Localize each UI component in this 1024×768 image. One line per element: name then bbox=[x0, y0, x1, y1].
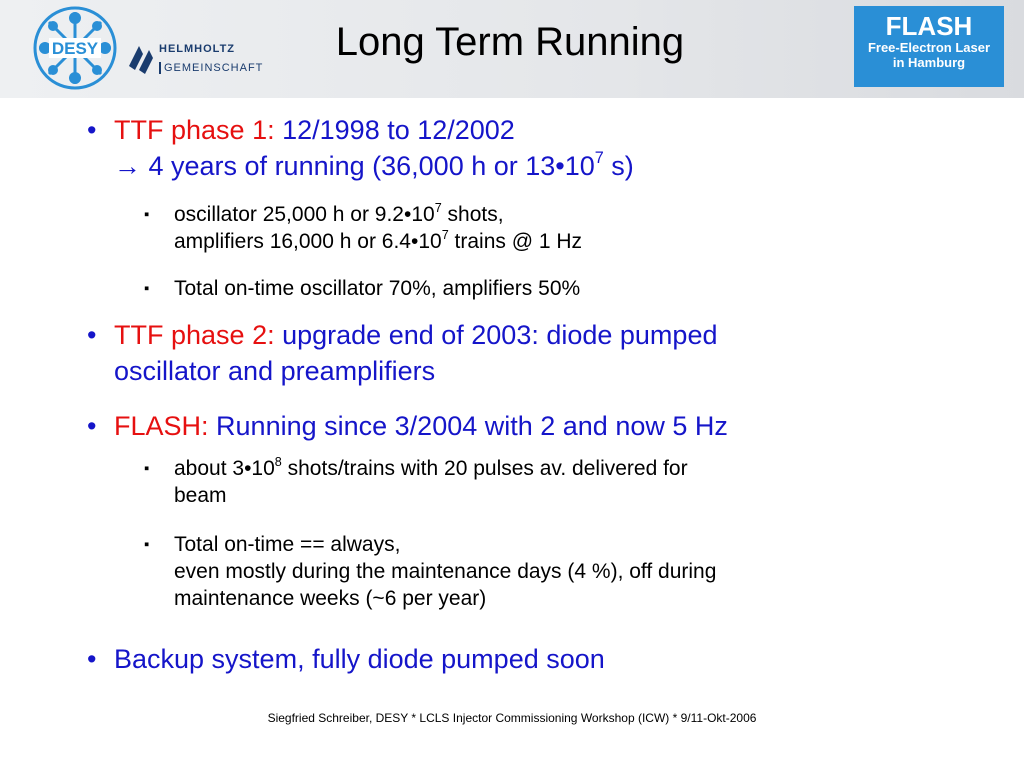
bullet-red-label-2: phase 1: bbox=[171, 115, 275, 145]
bullet-icon: • bbox=[87, 411, 97, 441]
helmholtz-logo bbox=[125, 40, 264, 86]
bullet-red-label-2: phase 2: bbox=[171, 320, 275, 350]
bullet-text: 12/1998 to 12/2002 bbox=[282, 115, 515, 145]
square-bullet-icon: ▪ bbox=[144, 460, 150, 477]
bullet-icon: • bbox=[87, 115, 97, 145]
sub-text-line2: amplifiers 16,000 h or 6.4•10 bbox=[174, 230, 442, 253]
sub-bullet-total-ontime bbox=[144, 531, 717, 612]
flash-subtitle-1: Free-Electron Laser bbox=[867, 40, 991, 55]
sub-text-end: shots/trains with 20 pulses av. delivered for bbox=[281, 457, 688, 480]
flash-title: FLASH bbox=[885, 11, 973, 41]
bullet-backup bbox=[87, 641, 605, 677]
sub-bullet-shots bbox=[144, 454, 688, 509]
helmholtz-line2: GEMEINSCHAFT bbox=[159, 62, 263, 74]
sub-text: about 3•10 bbox=[174, 457, 275, 480]
sub-bullet-oscillator bbox=[144, 200, 583, 255]
bullet-text-line2: → 4 years of running (36,000 h or 13•10 bbox=[114, 151, 595, 181]
sub-text: Total on-time oscillator 70%, amplifiers 50% bbox=[174, 277, 581, 300]
bullet-ttf-phase1 bbox=[87, 112, 634, 184]
bullet-red-label: TTF bbox=[114, 115, 164, 145]
bullet-red-label: FLASH: bbox=[114, 411, 209, 441]
sub-text-line2: even mostly during the maintenance days (4 %), off during bbox=[174, 560, 717, 583]
superscript: 7 bbox=[594, 149, 604, 168]
square-bullet-icon: ▪ bbox=[144, 536, 150, 553]
bullet-icon: • bbox=[87, 320, 97, 350]
page-title: Long Term Running bbox=[335, 20, 685, 64]
sub-text: Total on-time == always, bbox=[174, 533, 401, 556]
sub-text: oscillator 25,000 h or 9.2•10 bbox=[174, 203, 435, 226]
square-bullet-icon: ▪ bbox=[144, 280, 150, 297]
flash-subtitle-2: in Hamburg bbox=[892, 55, 966, 70]
sub-text-line2: beam bbox=[174, 484, 227, 507]
bullet-text: upgrade end of 2003: diode pumped bbox=[282, 320, 718, 350]
bullet-text: Backup system, fully diode pumped soon bbox=[114, 644, 605, 674]
bullet-flash bbox=[87, 408, 728, 444]
bullet-text: Running since 3/2004 with 2 and now 5 Hz bbox=[216, 411, 728, 441]
footer: Siegfried Schreiber, DESY * LCLS Injector Commissioning Workshop (ICW) * 9/11-Okt-2006 bbox=[267, 711, 757, 725]
svg-text:DESY: DESY bbox=[51, 39, 99, 58]
sub-text-end: shots, bbox=[441, 203, 504, 226]
bullet-ttf-phase2 bbox=[87, 317, 718, 389]
helmholtz-line1: HELMHOLTZ bbox=[159, 43, 236, 55]
sub-text-line2-end: trains @ 1 Hz bbox=[448, 230, 583, 253]
sub-bullet-ontime bbox=[144, 275, 581, 302]
bullet-text-line2: oscillator and preamplifiers bbox=[114, 356, 436, 386]
bullet-icon: • bbox=[87, 644, 97, 674]
bullet-text-line2-end: s) bbox=[603, 151, 634, 181]
bullet-red-label: TTF bbox=[114, 320, 164, 350]
desy-logo bbox=[33, 6, 117, 90]
helmholtz-mark-icon bbox=[125, 40, 155, 80]
square-bullet-icon: ▪ bbox=[144, 206, 150, 223]
sub-text-line3: maintenance weeks (~6 per year) bbox=[174, 587, 487, 610]
superscript: 7 bbox=[441, 227, 449, 242]
superscript: 8 bbox=[274, 454, 282, 469]
superscript: 7 bbox=[434, 200, 442, 215]
flash-logo bbox=[854, 6, 1004, 87]
